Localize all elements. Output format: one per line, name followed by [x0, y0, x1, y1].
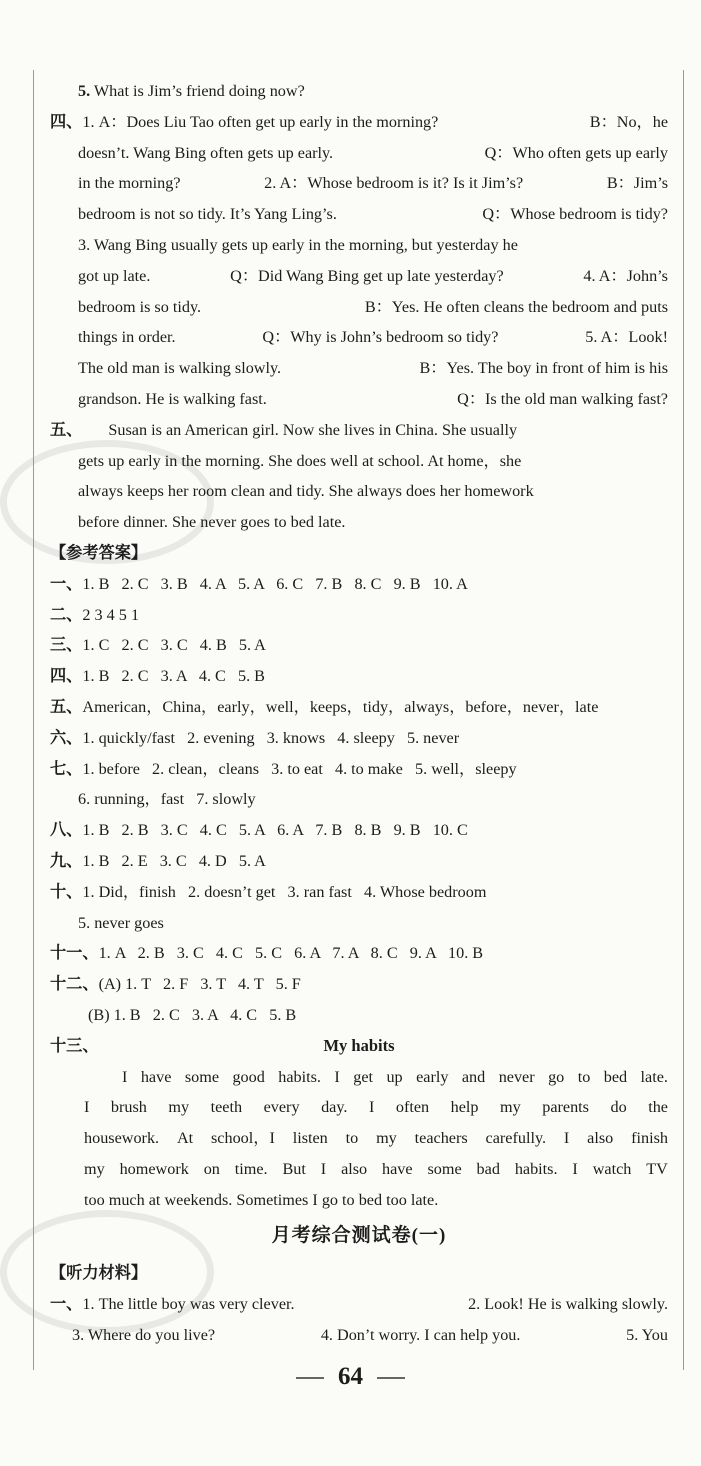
essay-word: parents: [542, 1098, 589, 1117]
right-column-rule: [683, 70, 684, 1370]
essay-line: [50, 1154, 668, 1185]
essay-word: housework.: [84, 1129, 160, 1148]
essay-word: get: [353, 1067, 374, 1086]
page-footer: [0, 1362, 701, 1392]
essay-word: habits.: [278, 1067, 321, 1086]
essay-word: every: [263, 1098, 300, 1117]
essay-word: early: [416, 1067, 449, 1086]
listening-line: before dinner. She never goes to bed late.: [78, 513, 346, 532]
essay-word: I: [563, 1129, 570, 1148]
listening-line: 3. Wang Bing usually gets up early in the morning, but yesterday he: [78, 235, 518, 254]
essay-word: homework: [119, 1159, 189, 1178]
listening-line: bedroom is so tidy. B：Yes. He often cleans the bedroom and puts: [78, 297, 668, 316]
essay-title: My habits: [323, 1035, 395, 1055]
essay-word: day.: [321, 1098, 348, 1117]
essay-word: At: [176, 1129, 194, 1148]
listening-header: 【听力材料】: [50, 1264, 148, 1283]
answer-row-11: 十一、1. A 2. B 3. C 4. C 5. C 6. A 7. A 8. C 9. A 10. B: [50, 944, 484, 963]
essay-word: have: [140, 1067, 172, 1086]
answer-row-13: 十三、 My habits: [50, 1031, 668, 1062]
answer-row-2: 二、2 3 4 5 1: [50, 605, 140, 624]
listening-line: 四、1. A：Does Liu Tao often get up early in the morning? B：No，he: [50, 112, 668, 131]
essay-word: good: [232, 1067, 265, 1086]
answer-row-12-cont: (B) 1. B 2. C 3. A 4. C 5. B: [88, 1005, 297, 1024]
essay-word: watch: [592, 1159, 632, 1178]
essay-word: I: [368, 1098, 375, 1117]
essay-line: [50, 1092, 668, 1123]
answer-row-1: 一、1. B 2. C 3. B 4. A 5. A 6. C 7. B 8. C 9. B 10. A: [50, 574, 468, 593]
essay-word: help: [450, 1098, 479, 1117]
listening-line: always keeps her room clean and tidy. She always does her homework: [78, 482, 534, 501]
answer-row-10-cont: 5. never goes: [78, 913, 164, 932]
essay-word: some: [427, 1159, 462, 1178]
left-column-rule: [33, 70, 34, 1370]
essay-line: [50, 1062, 668, 1093]
answer-row-3: 三、1. C 2. C 3. C 4. B 5. A: [50, 636, 266, 655]
listening-line: grandson. He is walking fast. Q：Is the old man walking fast?: [78, 389, 668, 408]
essay-word: to: [345, 1129, 359, 1148]
answer-row-5: 五、American，China，early，well，keeps，tidy，always，before，never，late: [50, 697, 599, 716]
essay-word: I: [334, 1067, 340, 1086]
answer-row-7-cont: 6. running，fast 7. slowly: [78, 790, 256, 809]
essay-word: up: [386, 1067, 403, 1086]
essay-word: I: [84, 1098, 90, 1117]
essay-word: I: [320, 1159, 327, 1178]
essay-word: listen: [292, 1129, 328, 1148]
answer-row-12: 十二、(A) 1. T 2. F 3. T 4. T 5. F: [50, 975, 301, 994]
essay-word: TV: [646, 1159, 668, 1178]
essay-word: also: [341, 1159, 368, 1178]
essay-word: also: [587, 1129, 614, 1148]
essay-word: bad: [476, 1159, 500, 1178]
essay-line: too much at weekends. Sometimes I go to bed too late.: [84, 1190, 439, 1209]
essay-word: the: [648, 1098, 668, 1117]
listening-line: in the morning? 2. A：Whose bedroom is it? Is it Jim’s? B：Jim’s: [78, 174, 668, 193]
essay-word: my: [84, 1159, 105, 1178]
essay-word: habits.: [514, 1159, 558, 1178]
essay-word: brush: [110, 1098, 147, 1117]
answer-row-4: 四、1. B 2. C 3. A 4. C 5. B: [50, 667, 265, 686]
answer-row-8: 八、1. B 2. B 3. C 4. C 5. A 6. A 7. B 8. B 9. B 10. C: [50, 821, 468, 840]
essay-word: and: [461, 1067, 486, 1086]
essay-word: go: [548, 1067, 565, 1086]
essay-word: I: [122, 1067, 128, 1086]
essay-word: teachers: [414, 1129, 468, 1148]
essay-word: bed: [603, 1067, 628, 1086]
answer-row-7: 七、1. before 2. clean，cleans 3. to eat 4. to make 5. well，sleepy: [50, 759, 517, 778]
listening-line: got up late. Q：Did Wang Bing get up late yesterday? 4. A：John’s: [78, 266, 668, 285]
essay-word: my: [168, 1098, 190, 1117]
listening-line: doesn’t. Wang Bing often gets up early. Q：Who often gets up early: [78, 143, 668, 162]
essay-word: to: [577, 1067, 591, 1086]
essay-word: But: [282, 1159, 306, 1178]
answer-row-10: 十、1. Did，finish 2. doesn’t get 3. ran fast 4. Whose bedroom: [50, 882, 487, 901]
essay-word: teeth: [210, 1098, 243, 1117]
listening-line: bedroom is not so tidy. It’s Yang Ling’s. Q：Whose bedroom is tidy?: [78, 205, 668, 224]
essay-word: often: [395, 1098, 430, 1117]
listening-line: 5. What is Jim’s friend doing now?: [78, 82, 305, 100]
essay-word: time.: [234, 1159, 268, 1178]
answers-header: 【参考答案】: [50, 543, 148, 562]
essay-word: late.: [640, 1067, 668, 1086]
essay-word: have: [382, 1159, 413, 1178]
listening-line: gets up early in the morning. She does well at school. At home，she: [78, 451, 522, 470]
listening-section-5: [50, 415, 668, 538]
answer-row-9: 九、1. B 2. E 3. C 4. D 5. A: [50, 851, 266, 870]
essay-line: [50, 1123, 668, 1154]
essay-word: my: [500, 1098, 521, 1117]
essay-word: never: [498, 1067, 535, 1086]
essay-body: [50, 1062, 668, 1216]
test-title: 月考综合测试卷(一): [271, 1225, 447, 1247]
test-listening-line-2: 3. Where do you live? 4. Don’t worry. I can help you. 5. You: [72, 1325, 668, 1344]
answer-row-6: 六、1. quickly/fast 2. evening 3. knows 4. sleepy 5. never: [50, 728, 460, 747]
essay-word: my: [376, 1129, 397, 1148]
essay-word: school，I: [211, 1129, 275, 1148]
test-listening-line-1: 一、1. The little boy was very clever. 2. Look! He is walking slowly.: [50, 1295, 668, 1314]
listening-line: things in order. Q：Why is John’s bedroom so tidy? 5. A：Look!: [78, 328, 668, 347]
essay-word: on: [203, 1159, 220, 1178]
listening-line: 五、 Susan is an American girl. Now she lives in China. She usually: [50, 420, 518, 439]
listening-section-4: [50, 107, 668, 415]
essay-word: finish: [631, 1129, 668, 1148]
listening-line: The old man is walking slowly. B：Yes. The boy in front of him is his: [78, 359, 668, 378]
essay-word: I: [572, 1159, 578, 1178]
essay-word: some: [184, 1067, 219, 1086]
page-content: [50, 76, 668, 1351]
page-number: 64: [338, 1363, 363, 1390]
essay-word: do: [610, 1098, 627, 1117]
essay-word: carefully.: [485, 1129, 547, 1148]
